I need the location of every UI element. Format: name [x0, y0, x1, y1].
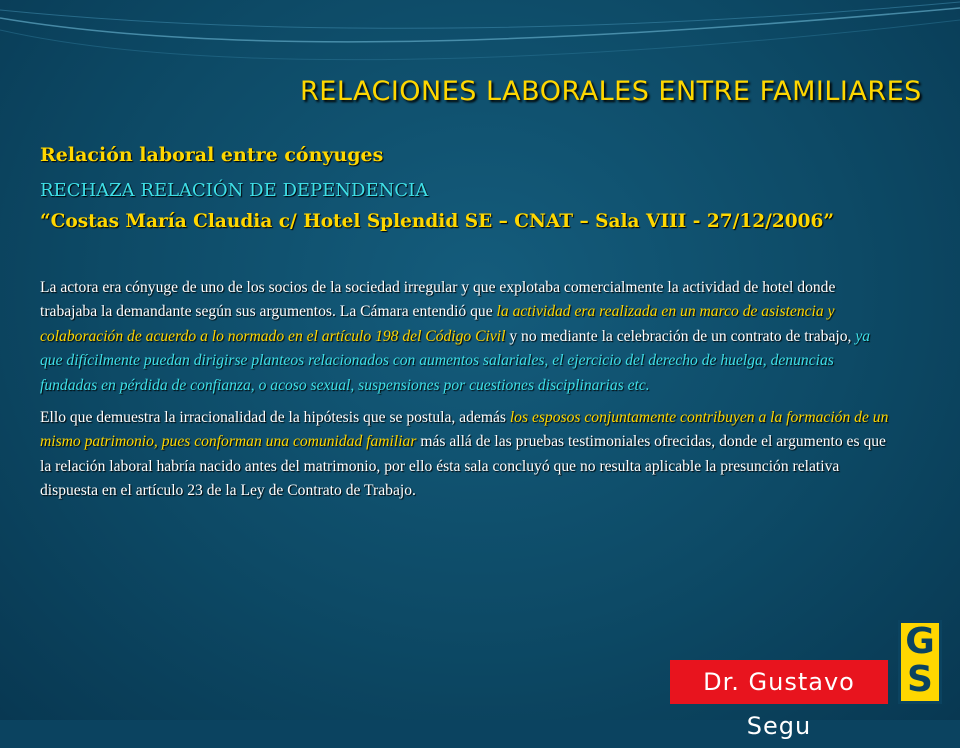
p2-text-a: Ello que demuestra la irracionalidad de la hipótesis que se postula, además	[40, 409, 510, 427]
author-logo-name: Dr. Gustavo Segu	[670, 660, 888, 704]
slide-body	[40, 276, 890, 512]
slide-subhead: RECHAZA RELACIÓN DE DEPENDENCIA	[40, 180, 429, 201]
paragraph-2	[40, 406, 890, 504]
p1-highlight-cyan: ya que difícilmente puedan dirigirse planteos relacionados con aumentos salariales, el ejercicio del derecho de huelga, denuncias fundadas en pérdida de confianza, o acoso sexual, suspensiones por cuestiones disciplinarias etc.	[40, 327, 871, 394]
p1-highlight-yellow: la actividad era realizada en un marco de asistencia y colaboración de acuerdo a lo normado en el artículo 198 del Código Civil	[40, 303, 835, 345]
slide-title: RELACIONES LABORALES ENTRE FAMILIARES	[300, 76, 922, 107]
p2-highlight-yellow: los esposos conjuntamente contribuyen a la formación de un mismo patrimonio, pues conforman una comunidad familiar	[40, 409, 889, 451]
p1-text-c: y no mediante la celebración de un contrato de trabajo,	[505, 327, 856, 345]
p1-text-a: La actora era cónyuge de uno de los socios de la sociedad irregular y que explotaba comercialmente la actividad de hotel donde trabajaba la demandante según sus argumentos. La Cámara entendió que	[40, 279, 836, 321]
p2-text-c: más allá de las pruebas testimoniales ofrecidas, donde el argumento es que la relación laboral habría nacido antes del matrimonio, por ello ésta sala concluyó que no resulta aplicable la presunción relativa dispuesta en el artículo 23 de la Ley de Contrato de Trabajo.	[40, 433, 886, 500]
logo-letter-g: G	[905, 621, 935, 662]
case-citation: “Costas María Claudia c/ Hotel Splendid SE – CNAT – Sala VIII - 27/12/2006”	[40, 211, 834, 232]
slide-subtitle: Relación laboral entre cónyuges	[40, 144, 384, 166]
paragraph-1	[40, 276, 890, 398]
gs-logo	[898, 620, 942, 704]
logo-letter-s: S	[907, 659, 933, 700]
